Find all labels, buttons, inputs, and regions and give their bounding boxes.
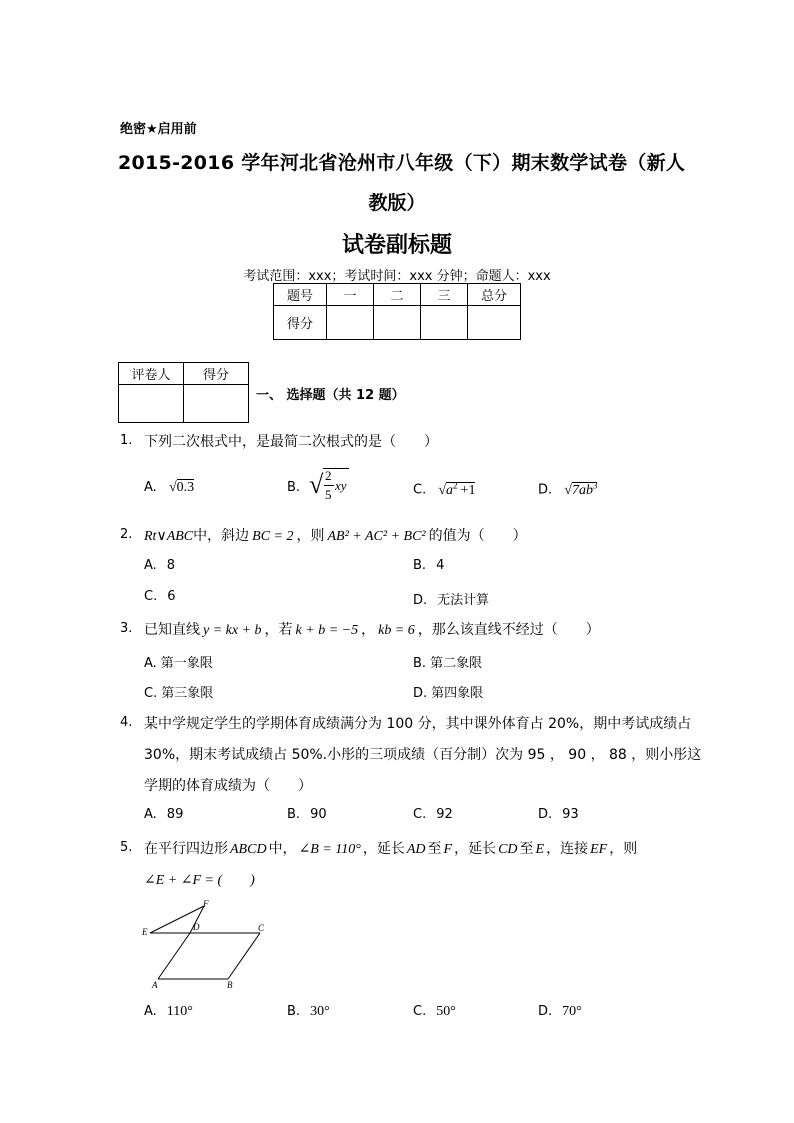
question-stem <box>144 838 637 858</box>
option-d <box>538 807 579 822</box>
option-a <box>144 480 194 496</box>
score-table <box>273 283 521 340</box>
stem-text: ，延长 <box>454 841 497 857</box>
fraction-denominator: 5 <box>325 487 332 502</box>
math-expression: ABCD <box>230 842 267 857</box>
exam-title-line2: 教版） <box>368 192 426 214</box>
score-header-cell: 总分 <box>468 284 521 306</box>
option-c <box>413 480 475 499</box>
option-label: C. <box>144 686 158 701</box>
option-text: 70° <box>562 1004 582 1019</box>
score-header-cell: 一 <box>327 284 374 306</box>
option-text: 第四象限 <box>431 686 484 701</box>
option-label: B. <box>413 656 427 671</box>
option-text: 第二象限 <box>430 656 483 671</box>
point-label-b: B <box>227 980 233 990</box>
exam-subtitle: 试卷副标题 <box>341 233 452 258</box>
grader-cell[interactable] <box>184 385 249 423</box>
option-b <box>287 807 327 822</box>
point-label-e: E <box>142 927 148 937</box>
parallelogram-figure <box>140 898 275 993</box>
option-label: C. <box>413 482 427 498</box>
option-label: B. <box>413 558 427 573</box>
question-stem <box>144 525 527 545</box>
point-label-c: C <box>258 923 265 933</box>
option-text: 4 <box>436 558 445 573</box>
math-expression: k + b = −5 <box>295 623 359 638</box>
option-d <box>538 480 597 499</box>
option-a <box>144 558 175 573</box>
option-b <box>287 1004 330 1020</box>
radicand <box>572 482 598 498</box>
radicand-exponent: 3 <box>592 480 598 490</box>
option-text: 6 <box>167 589 176 604</box>
grader-table <box>118 362 249 423</box>
radical-expression: √0.3 <box>168 480 195 495</box>
option-c <box>144 589 176 604</box>
grader-header-cell: 评卷人 <box>119 363 184 385</box>
confidential-mark: 绝密★启用前 <box>120 122 197 137</box>
stem-text: 至 <box>427 841 442 857</box>
fraction-bar <box>324 485 334 486</box>
exam-info: 考试范围：xxx；考试时间：xxx 分钟；命题人：xxx <box>243 269 551 284</box>
math-expression: ∠B = 110° <box>298 842 361 857</box>
math-expression: BC = 2 <box>252 529 294 544</box>
math-expression: y = kx + b <box>203 623 262 638</box>
stem-text: ，延长 <box>362 841 405 857</box>
point-label-d: D <box>193 922 200 932</box>
option-d <box>413 589 489 608</box>
option-label: C. <box>413 807 427 822</box>
question-stem-line: ∠E + ∠F = ( ) <box>144 873 255 888</box>
option-d <box>538 1004 582 1020</box>
option-label: B. <box>287 1004 301 1019</box>
radical-expression: $√7ab^3$ <box>564 480 598 498</box>
option-text: 93 <box>562 807 579 822</box>
math-expression: CD <box>498 842 518 857</box>
radicand-tail: xy <box>335 478 347 493</box>
option-label: C. <box>413 1004 427 1019</box>
option-label: C. <box>144 589 158 604</box>
option-a <box>144 807 183 822</box>
option-label: B. <box>287 807 301 822</box>
segment-bc <box>228 933 260 979</box>
stem-text: ，则 <box>609 841 638 857</box>
radicand-base: 7ab <box>571 482 593 498</box>
math-expression: AB² + AC² + BC² <box>327 529 426 544</box>
question-stem-line: 学期的体育成绩为（ ） <box>144 778 312 794</box>
math-expression: Rt∨ABC <box>144 529 194 544</box>
option-b <box>413 558 444 573</box>
score-header-cell: 三 <box>421 284 468 306</box>
stem-text: 的值为（ ） <box>428 528 527 544</box>
question-number: 5. <box>120 840 133 855</box>
stem-text: 至 <box>519 841 534 857</box>
stem-text: 已知直线 <box>144 622 200 638</box>
score-header-cell: 题号 <box>274 284 327 306</box>
fraction-numerator: 2 <box>325 468 332 483</box>
stem-text: 中，斜边 <box>193 528 250 544</box>
question-stem: 下列二次根式中，是最简二次根式的是（ ） <box>144 434 438 450</box>
option-label: A. <box>144 558 157 573</box>
radicand <box>446 482 475 498</box>
option-text: 110° <box>166 1004 193 1019</box>
option-c <box>144 682 213 701</box>
question-number: 4. <box>120 715 133 730</box>
option-label: A. <box>144 656 157 671</box>
option-a <box>144 652 213 671</box>
option-label: B. <box>287 480 301 495</box>
question-number: 1. <box>120 433 133 448</box>
option-text: 92 <box>436 807 453 822</box>
option-text: 第一象限 <box>160 656 213 671</box>
section-title: 一、 选择题（共 12 题） <box>256 388 405 403</box>
grader-cell[interactable] <box>119 385 184 423</box>
option-label: D. <box>538 482 553 498</box>
radical-sign: √ <box>309 470 324 499</box>
grader-header-cell: 得分 <box>184 363 249 385</box>
option-label: A. <box>144 1004 157 1019</box>
option-label: D. <box>413 593 428 608</box>
score-row-label: 得分 <box>274 306 327 340</box>
stem-text: ，若 <box>264 622 293 638</box>
point-label-a: A <box>152 980 158 990</box>
radicand: 0.3 <box>176 480 195 495</box>
score-header-cell: 二 <box>374 284 421 306</box>
option-a <box>144 1004 193 1020</box>
option-b <box>413 652 482 671</box>
option-text: 8 <box>166 558 176 573</box>
radical-expression: $√a^2 +1$ <box>438 480 476 498</box>
option-c <box>413 807 453 822</box>
option-label: A. <box>144 807 157 822</box>
math-expression: kb = 6 <box>378 623 415 638</box>
score-cell[interactable] <box>374 306 421 340</box>
question-stem <box>144 619 600 639</box>
exam-title-line1: 2015-2016 学年河北省沧州市八年级（下）期末数学试卷（新人 <box>118 152 686 174</box>
option-text: 89 <box>166 807 184 822</box>
question-number: 3. <box>120 621 133 636</box>
stem-text: ， <box>361 622 376 638</box>
math-expression: E <box>535 842 545 857</box>
score-cell[interactable] <box>421 306 468 340</box>
radicand-exponent: 2 <box>453 480 458 490</box>
math-expression: AD <box>406 842 426 857</box>
radicand-tail: +1 <box>460 482 476 498</box>
option-d <box>413 682 483 701</box>
option-label: D. <box>413 686 428 701</box>
option-label: D. <box>538 807 553 822</box>
option-label: D. <box>538 1004 553 1019</box>
stem-text: 中， <box>268 841 297 857</box>
question-number: 2. <box>120 527 133 542</box>
question-stem-line: 30%，期末考试成绩占 50%.小彤的三项成绩（百分制）次为 95 ， 90 ， 88 ，则小彤这 <box>144 747 702 763</box>
math-expression: EF <box>590 842 608 857</box>
question-stem-line: 某中学规定学生的学期体育成绩满分为 100 分，其中课外体育占 20%，期中考试成绩占 <box>144 716 692 732</box>
stem-text: ，则 <box>296 528 325 544</box>
score-cell[interactable] <box>327 306 374 340</box>
option-text: 第三象限 <box>161 686 214 701</box>
option-text: 90 <box>310 807 327 822</box>
segment-ad <box>158 933 190 979</box>
option-text: 30° <box>310 1004 330 1019</box>
option-text: 无法计算 <box>437 593 490 608</box>
score-cell[interactable] <box>468 306 521 340</box>
math-expression: F <box>443 842 453 857</box>
point-label-f: F <box>203 899 209 909</box>
option-text: 50° <box>436 1004 456 1019</box>
option-c <box>413 1004 456 1020</box>
radicand-base: a <box>446 482 454 498</box>
stem-text: 在平行四边形 <box>144 841 228 857</box>
option-label: A. <box>144 480 157 495</box>
stem-text: ，连接 <box>546 841 589 857</box>
stem-text: ，那么该直线不经过（ ） <box>417 622 600 638</box>
